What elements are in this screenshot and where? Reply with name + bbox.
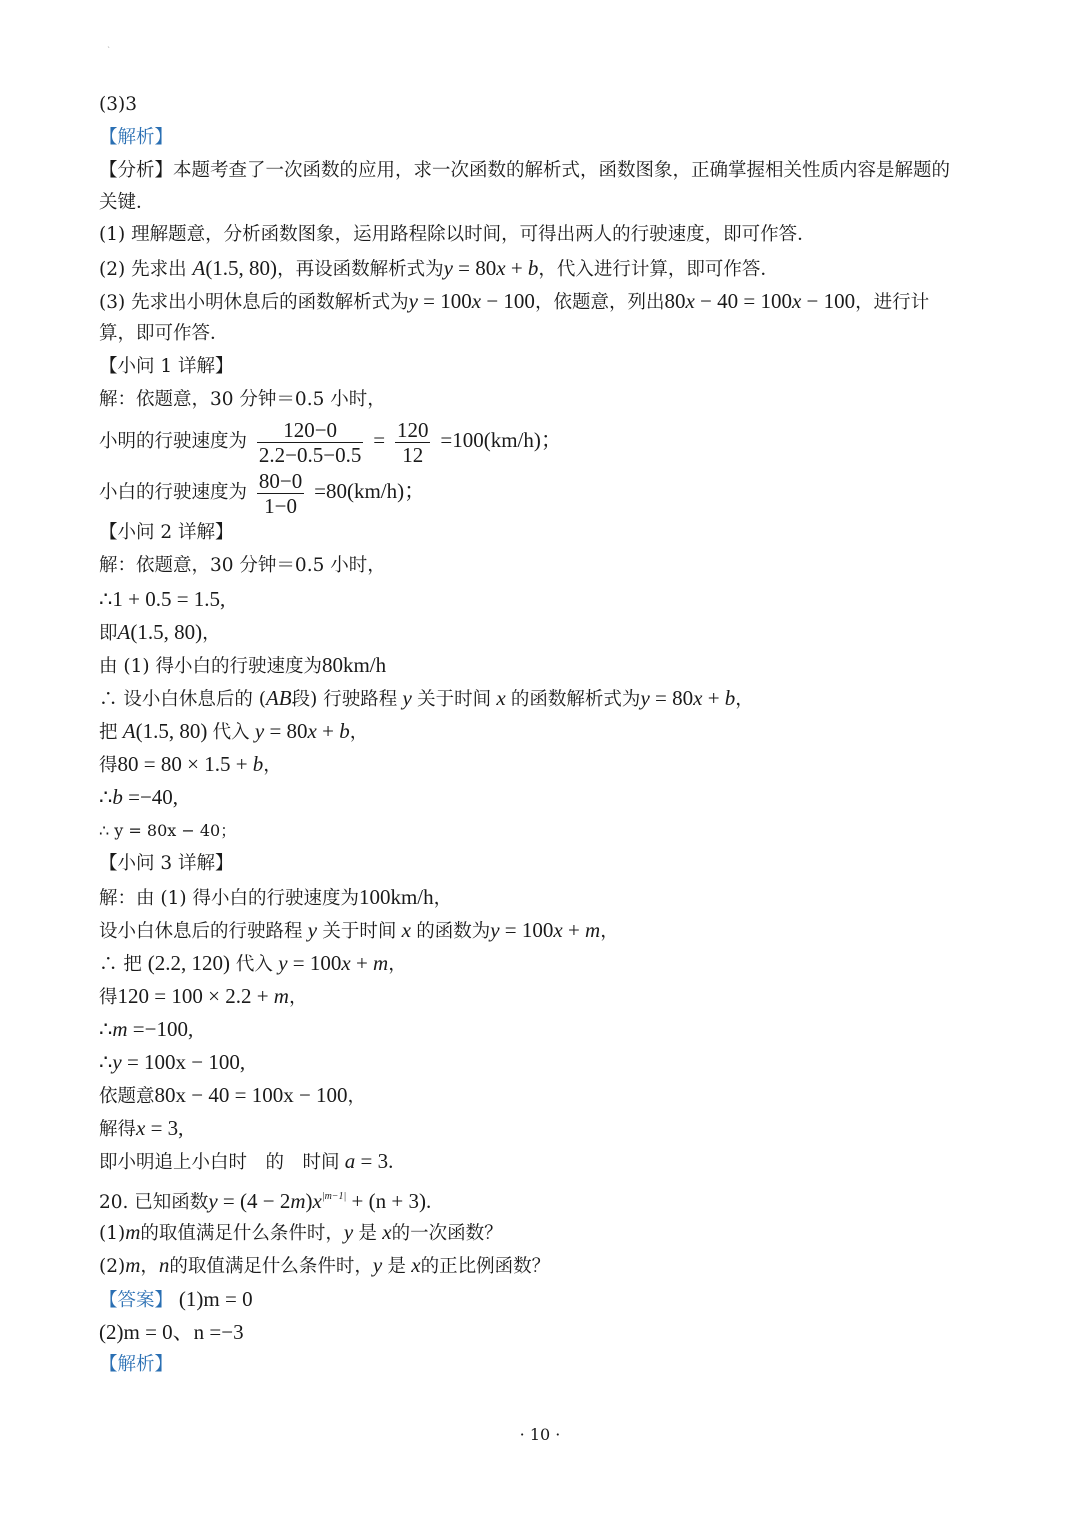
math-expr: 80x − 40 = 100x − 100 [664,289,856,313]
math-expr: y = 100x − 100 [408,289,535,313]
sub2-line2: ∴1 + 0.5 = 1.5, [99,587,226,611]
sub2-header: 【小问 2 详解】 [99,522,234,543]
sub1-line2: 小明的行驶速度为 $\frac{120-0}{2.2-0.5-0.5}$ = $\frac{120}{12}$ =100(km/h)； [99,417,562,467]
sub2-line5: ∴ 设小白休息后的 (AB段) 行驶路程 y 关于时间 x 的函数解析式为y = 80x + b， [99,686,754,710]
q20-answer-line2: (2)m = 0、n =−3 [99,1320,244,1344]
jiexi-label: 【解析】 [99,127,174,148]
fraction: $\frac{120}{12}$ [396,417,429,467]
corner-mark: ` [107,46,111,55]
sub2-line3: 即A(1.5, 80)， [99,620,221,644]
q20-sub2: (2)m，n的取值满足什么条件时，y 是 x的正比例函数？ [99,1253,551,1277]
math-point-a: A(1.5, 80) [192,256,278,280]
analysis-line-1: 【分析】本题考查了一次函数的应用，求一次函数的解析式，函数图象，正确掌握相关性质内容是解题的 [99,160,951,181]
analysis-p2: (2) 先求出 A(1.5, 80)，再设函数解析式为y = 80x + b，代入进行计算，即可作答． [99,256,779,280]
sub2-line9: ∴ y = 80x − 40； [99,821,237,840]
sub1-line1: 解：依题意，30 分钟＝0.5 小时， [99,389,386,410]
sub2-line6: 把 A(1.5, 80) 代入 y = 80x + b， [99,719,369,743]
sub2-line4: 由 (1) 得小白的行驶速度为80km/h [99,653,387,677]
q20-stem: 20. 已知函数$y = (4 - 2m)x^{|m-1|} + (n + 3)$. [99,1189,432,1213]
analysis-p3-line2: 算，即可作答． [99,323,229,344]
fraction: $\frac{120-0}{2.2-0.5-0.5}$ [258,417,362,467]
page-number: · 10 · [519,1425,561,1444]
q20-sub1: (1)m的取值满足什么条件时，y 是 x的一次函数？ [99,1220,503,1244]
sub2-line7: 得80 = 80 × 1.5 + b， [99,752,282,776]
answer-label: 【答案】 [99,1290,174,1311]
q20-jiexi-label: 【解析】 [99,1354,174,1375]
analysis-bracket: 【分析】 [99,160,174,181]
sub3-line4: 得120 = 100 × 2.2 + m， [99,984,308,1008]
sub3-line8: 解得x = 3, [99,1116,184,1140]
sub2-line8: ∴b =−40, [99,785,179,809]
sub3-line3: ∴ 把 (2.2, 120) 代入 y = 100x + m， [99,951,407,975]
sub1-line3: 小白的行驶速度为 $\frac{80-0}{1-0}$ =80(km/h)； [99,468,426,518]
sub3-line9: 即小明追上小白时 的 时间 a = 3. [99,1149,394,1173]
answer-3: (3)3 [99,94,137,115]
sub3-header: 【小问 3 详解】 [99,853,234,874]
analysis-line-2: 关键． [99,192,155,213]
math-expr: y = 80x + b [640,686,736,710]
sub3-line1: 解：由 (1) 得小白的行驶速度为100km/h， [99,885,453,909]
sub2-line1: 解：依题意，30 分钟＝0.5 小时， [99,555,386,576]
fraction: $\frac{80-0}{1-0}$ [258,468,303,518]
sub3-line2: 设小白休息后的行驶路程 y 关于时间 x 的函数为y = 100x + m， [99,918,619,942]
math-point-a: A(1.5, 80) [117,620,203,644]
sub1-header: 【小问 1 详解】 [99,356,234,377]
analysis-p1: (1) 理解题意，分析函数图象，运用路程除以时间，可得出两人的行驶速度，即可作答． [99,224,816,245]
sub3-line6: ∴y = 100x − 100, [99,1050,246,1074]
sub3-line5: ∴m =−100, [99,1017,194,1041]
math-expr: y = 80x + b [443,256,539,280]
analysis-p3: (3) 先求出小明休息后的函数解析式为y = 100x − 100，依题意，列出80x − 40 = 100x − 100，进行计 [99,289,930,313]
sub3-line7: 依题意80x − 40 = 100x − 100， [99,1083,367,1107]
q20-answer-line1: 【答案】 (1)m = 0 [99,1287,253,1311]
